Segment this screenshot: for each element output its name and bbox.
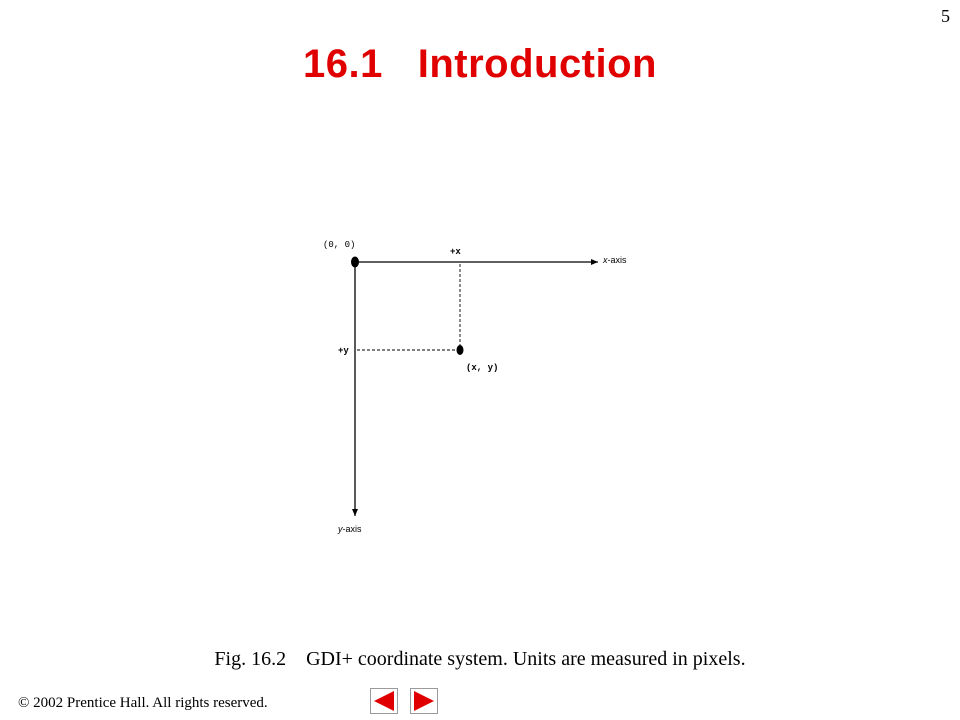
caption-label: Fig. 16.2 <box>214 648 287 670</box>
next-slide-button[interactable] <box>410 688 438 714</box>
copyright-text: 2002 Prentice Hall. All rights reserved. <box>33 695 268 711</box>
copyright-footer <box>18 695 268 712</box>
copyright-icon: © <box>18 695 30 711</box>
caption-text: GDI+ coordinate system. Units are measured in pixels. <box>306 648 746 670</box>
origin-point <box>351 257 359 268</box>
title-number: 16.1 <box>303 42 383 86</box>
x-axis-label: x-axis <box>603 255 627 265</box>
page-number: 5 <box>941 6 950 26</box>
previous-slide-button[interactable] <box>370 688 398 714</box>
plus-x-label: +x <box>450 247 461 257</box>
figure-caption <box>0 648 960 671</box>
plus-y-label: +y <box>338 346 349 356</box>
right-arrow-icon <box>410 688 438 714</box>
point-label: (x, y) <box>466 363 499 373</box>
title-text: Introduction <box>417 42 657 86</box>
left-arrow-icon <box>370 688 398 714</box>
y-axis-label: y-axis <box>338 524 362 534</box>
xy-point <box>457 345 464 355</box>
origin-label: (0, 0) <box>323 240 356 250</box>
